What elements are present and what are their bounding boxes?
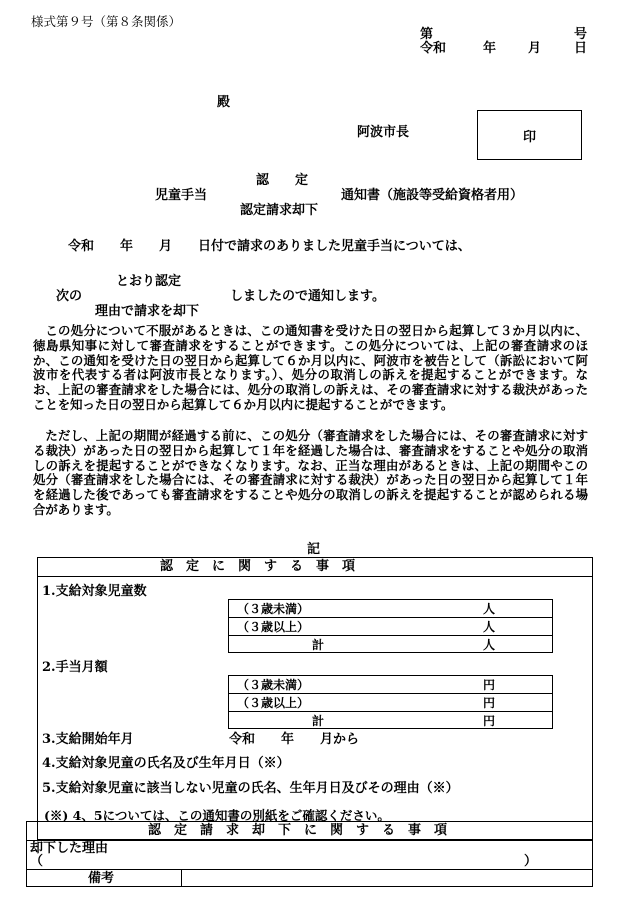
notice-line: 審査請求をした場合には、処分の取消しの訴えは、その審査請求に対する裁決が [96, 382, 551, 398]
divider [228, 711, 553, 712]
notice-line: 後であっても審査請求をすることや処分の取消しの訴えを提起することが認めら [96, 487, 551, 503]
remarks-label: 備考 [88, 871, 115, 886]
item1-row-unit: 人 [483, 602, 496, 616]
notice-line: あったことを知った日の翌日から起算して６か月以内に提起することができま [33, 382, 588, 412]
notice-line: 審査請求をすることや処分の取消しの訴えを提起することができなくなります。 [33, 442, 588, 473]
doc-number-prefix: 第 [420, 27, 434, 42]
notice-line: 分については、上記の審査請求のほか、この通知を受けた日の翌日から起算して６ [33, 337, 588, 368]
intro-line: 令和 年 月 日付で請求のありました児童手当については、 [68, 239, 471, 254]
notice-line: は、その審査請求に対する裁決）があった日の翌日から起算して１年を経過した [33, 472, 588, 503]
doc-number-suffix: 号 [574, 27, 588, 42]
item3-label: 3.支給開始年月 [42, 732, 134, 747]
addressee-suffix: 殿 [217, 95, 231, 110]
notice-line: なお、正当な理由があるときは、上記の期間やこの処分（審査請求をした場合に [33, 457, 588, 488]
notice-line: この処分について不服があるときは、この通知書を受けた日の翌日から起算して３か月以内に、徳島県知事に対して審査請求をすることができます。この処 [33, 323, 588, 353]
record-label: 記 [307, 542, 321, 557]
item2-row-label: 計 [312, 714, 325, 728]
intro-option-reject: 理由で請求を却下 [95, 304, 200, 319]
notice-paragraph-2 [33, 429, 588, 518]
reason-paren-open: （ [30, 854, 44, 869]
intro-option-approve: とおり認定 [116, 274, 182, 289]
section2-header: 認 定 請 求 却 下 に 関 す る 事 項 [148, 823, 448, 838]
notice-line: ただし、上記の期間が経過する前に、この処分（審査請求をした場合には、そ [45, 428, 488, 443]
item1-row-label: 計 [312, 638, 325, 652]
reason-label: 却下した理由 [30, 841, 109, 856]
notice-line: す。 [429, 396, 454, 412]
title-suffix: 通知書（施設等受給資格者用） [341, 188, 524, 203]
intro-ending: しましたので通知します。 [230, 289, 385, 304]
divider [37, 576, 593, 577]
item5-label: 5.支給対象児童に該当しない児童の氏名、生年月日及びその理由（※） [42, 781, 459, 796]
intro-next: 次の [56, 289, 83, 304]
divider [228, 635, 553, 636]
divider [228, 693, 553, 694]
issuer: 阿波市長 [357, 125, 410, 140]
date-day: 日 [574, 41, 588, 56]
item3-value: 令和 年 月から [229, 732, 360, 747]
reason-paren-close: ） [524, 854, 538, 869]
item1-row-label: （３歳以上） [237, 620, 310, 634]
date-year: 年 [483, 41, 497, 56]
notice-line: の審査請求に対する裁決）があった日の翌日から起算して１年を経過した場合は、 [33, 428, 589, 458]
notice-line: となります。）、処分の取消しの訴えを提起することができます。なお、上記の [33, 367, 588, 398]
divider [26, 869, 593, 870]
item2-row-label: （３歳以上） [237, 696, 310, 710]
section1-note: (※) 4、5については、この通知書の別紙をご確認ください。 [44, 808, 390, 823]
notice-line: か月以内に、阿波市を被告として（訴訟において阿波市を代表する者は阿波市長 [33, 352, 589, 383]
title-prefix: 児童手当 [155, 188, 208, 203]
item4-label: 4.支給対象児童の氏名及び生年月日（※） [42, 756, 290, 771]
divider [181, 869, 182, 887]
title-option-approve: 認 定 [256, 173, 309, 188]
seal-box [477, 110, 582, 160]
item2-row-unit: 円 [483, 696, 496, 710]
item1-row-unit: 人 [483, 620, 496, 634]
date-era: 令和 [420, 41, 447, 56]
item1-row-unit: 人 [483, 638, 496, 652]
item1-row-label: （３歳未満） [237, 602, 310, 616]
notice-paragraph-1 [33, 324, 588, 413]
item2-row-unit: 円 [483, 678, 496, 692]
section1-header: 認 定 に 関 す る 事 項 [160, 559, 356, 574]
item2-row-unit: 円 [483, 714, 496, 728]
divider [228, 617, 553, 618]
title-option-reject: 認定請求却下 [240, 203, 319, 218]
notice-line: れる場合があります。 [33, 487, 588, 517]
date-month: 月 [528, 41, 542, 56]
item2-row-label: （３歳未満） [237, 678, 310, 692]
item1-label: 1.支給対象児童数 [42, 584, 147, 599]
form-number: 様式第９号（第８条関係） [31, 14, 182, 29]
item2-label: 2.手当月額 [42, 660, 108, 675]
divider [26, 840, 593, 841]
seal-label: 印 [522, 129, 536, 145]
